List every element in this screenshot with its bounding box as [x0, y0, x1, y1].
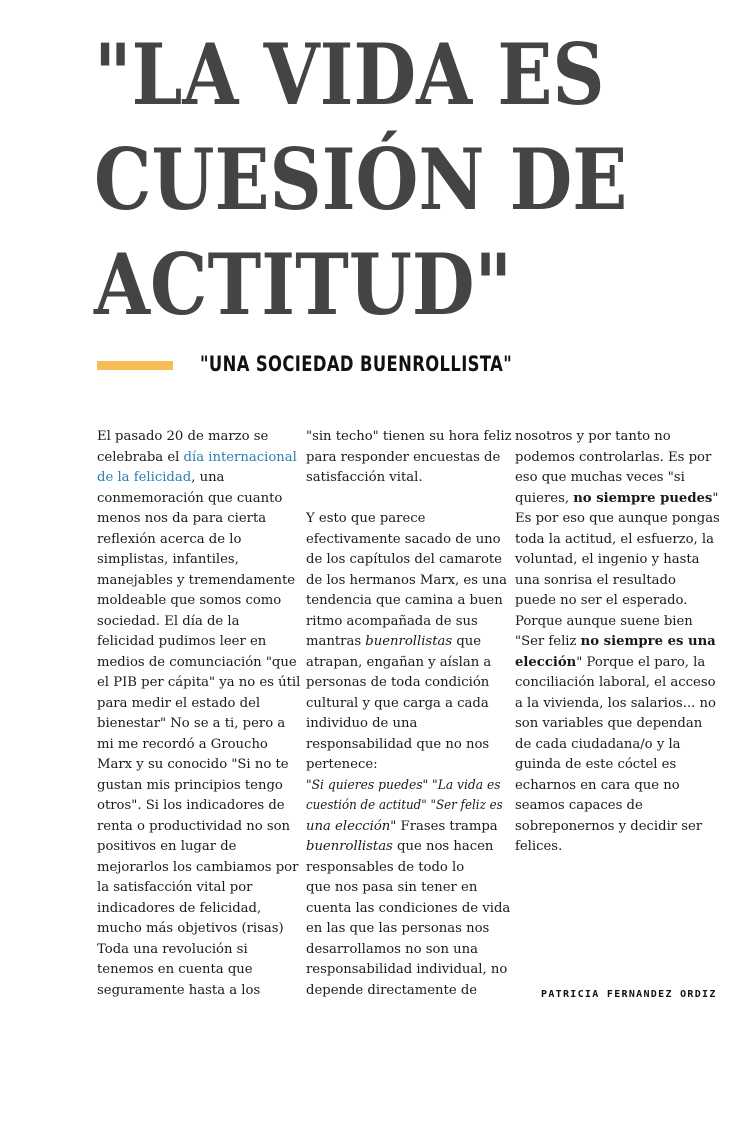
text-line: desarrollamos no son una [306, 941, 478, 957]
link-de-la-felicidad[interactable]: de la felicidad [97, 470, 192, 485]
text-line: medios de comunciación "que [97, 654, 297, 670]
text-line: para medir el estado del [97, 695, 261, 711]
text-line: atrapan, engañan y aíslan a [306, 654, 492, 670]
text-span: , una [191, 470, 225, 485]
text-line [306, 817, 516, 838]
text-line: mi me recordó a Groucho [97, 736, 268, 752]
bold-text: no siempre es una [580, 634, 716, 649]
text-line: Toda una revolución si [97, 941, 248, 957]
text-line: en las que las personas nos [306, 921, 490, 936]
text-line [515, 632, 725, 653]
bold-text: no siempre puedes [573, 490, 713, 506]
text-line: de los capítulos del camarote [306, 552, 502, 567]
link-dia-internacional[interactable]: día internacional [183, 449, 297, 465]
text-span: que nos hacen [392, 839, 494, 854]
text-line [97, 468, 307, 489]
text-line: satisfacción vital. [306, 470, 423, 485]
italic-text: buenrollistas [306, 839, 393, 854]
text-line: puede no ser el esperado. [515, 593, 688, 608]
text-line: responsabilidad individual, no [306, 962, 508, 977]
text-line [306, 837, 516, 858]
text-column-1 [97, 427, 307, 1001]
text-line: "sin techo" tienen su hora feliz [306, 429, 512, 444]
text-line: a la vivienda, los salarios... no [515, 695, 716, 711]
text-line [306, 796, 509, 817]
bold-text: elección [515, 654, 577, 670]
text-span: Frases trampa [396, 818, 498, 834]
text-line: Y esto que parece [306, 511, 426, 526]
text-line [306, 632, 516, 653]
text-span: " [712, 490, 719, 506]
text-line: depende directamente de [306, 982, 478, 998]
text-span: " Porque el paro, la [576, 654, 706, 670]
text-line [515, 653, 725, 674]
text-line: conciliación laboral, el acceso [515, 675, 716, 690]
text-line: Es por eso que aunque pongas [515, 511, 720, 526]
title-line-1: "LA VIDA ES [94, 25, 605, 124]
text-line: seamos capaces de [515, 798, 643, 813]
text-line: para responder encuestas de [306, 449, 501, 465]
text-line: gustan mis principios tengo [97, 777, 283, 793]
text-line: de cada ciudadana/o y la [515, 736, 681, 752]
text-line: pertenece: [306, 757, 378, 772]
text-span: "Ser feliz [515, 634, 581, 649]
article-subtitle: "UNA SOCIEDAD BUENROLLISTA" [200, 352, 513, 376]
text-span: que [452, 634, 482, 649]
text-line: moldeable que somos como [97, 593, 282, 608]
text-line [515, 489, 725, 510]
text-line: responsabilidad que no nos [306, 736, 490, 752]
text-column-2 [306, 427, 516, 1001]
italic-text: cuestión de actitud" "Ser feliz es [306, 798, 503, 813]
text-line: reflexión acerca de lo [97, 531, 242, 547]
text-line: manejables y tremendamente [97, 572, 296, 588]
text-line: felices. [515, 839, 563, 854]
text-line: nosotros y por tanto no [515, 429, 671, 444]
text-line: son variables que dependan [515, 716, 703, 731]
title-line-3: ACTITUD" [94, 235, 513, 334]
text-line: sociedad. El día de la [97, 613, 240, 629]
text-line: individuo de una [306, 716, 418, 731]
author-byline: PATRICIA FERNANDEZ ORDIZ [541, 989, 717, 1000]
text-line [97, 448, 307, 469]
italic-text: una elección" [306, 818, 397, 834]
text-line: el PIB per cápita" ya no es útil [97, 675, 301, 690]
text-line: cuenta las condiciones de vida [306, 900, 511, 916]
text-line: eso que muchas veces "si [515, 470, 685, 485]
text-line: que nos pasa sin tener en [306, 880, 478, 895]
text-line: Marx y su conocido "Si no te [97, 757, 289, 772]
paragraph-break [306, 489, 516, 510]
italic-text: buenrollistas [365, 634, 453, 649]
text-line: tenemos en cuenta que [97, 962, 253, 977]
text-line [306, 776, 516, 797]
text-line: voluntad, el ingenio y hasta [515, 552, 700, 567]
text-line: Porque aunque suene bien [515, 613, 693, 629]
text-line: mejorarlos los cambiamos por [97, 859, 299, 875]
text-line: conmemoración que cuanto [97, 490, 283, 506]
text-line: mucho más objetivos (risas) [97, 921, 284, 936]
text-line: positivos en lugar de [97, 839, 237, 854]
text-line: indicadores de felicidad, [97, 900, 262, 916]
text-line: echarnos en cara que no [515, 777, 680, 793]
title-line-2: CUESIÓN DE [94, 130, 628, 229]
italic-text: "Si quieres puedes" "La vida es [306, 777, 501, 793]
article-title [94, 22, 627, 337]
text-line: sobreponernos y decidir ser [515, 818, 703, 834]
text-line: guinda de este cóctel es [515, 757, 677, 772]
text-span: mantras [306, 634, 366, 649]
text-line: otros". Si los indicadores de [97, 798, 285, 813]
text-line: felicidad pudimos leer en [97, 634, 267, 649]
text-column-3 [515, 427, 725, 858]
text-line: responsables de todo lo [306, 859, 465, 875]
text-line: bienestar" No se a ti, pero a [97, 716, 286, 731]
text-line: ritmo acompañada de sus [306, 613, 478, 629]
text-line: toda la actitud, el esfuerzo, la [515, 531, 715, 547]
accent-bar [97, 361, 173, 370]
text-line: seguramente hasta a los [97, 982, 261, 998]
text-line: efectivamente sacado de uno [306, 531, 501, 547]
text-span: quieres, [515, 490, 574, 506]
text-span: celebraba el [97, 449, 184, 465]
text-line: renta o productividad no son [97, 818, 291, 834]
text-line: una sonrisa el resultado [515, 572, 676, 588]
text-line: menos nos da para cierta [97, 511, 267, 526]
text-line: la satisfacción vital por [97, 880, 253, 895]
text-line: de los hermanos Marx, es una [306, 572, 508, 588]
text-line: podemos controlarlas. Es por [515, 449, 712, 465]
text-line: El pasado 20 de marzo se [97, 429, 269, 444]
text-line: tendencia que camina a buen [306, 593, 503, 608]
text-line: cultural y que carga a cada [306, 695, 489, 711]
text-line: simplistas, infantiles, [97, 552, 239, 567]
text-line: personas de toda condición [306, 675, 490, 690]
